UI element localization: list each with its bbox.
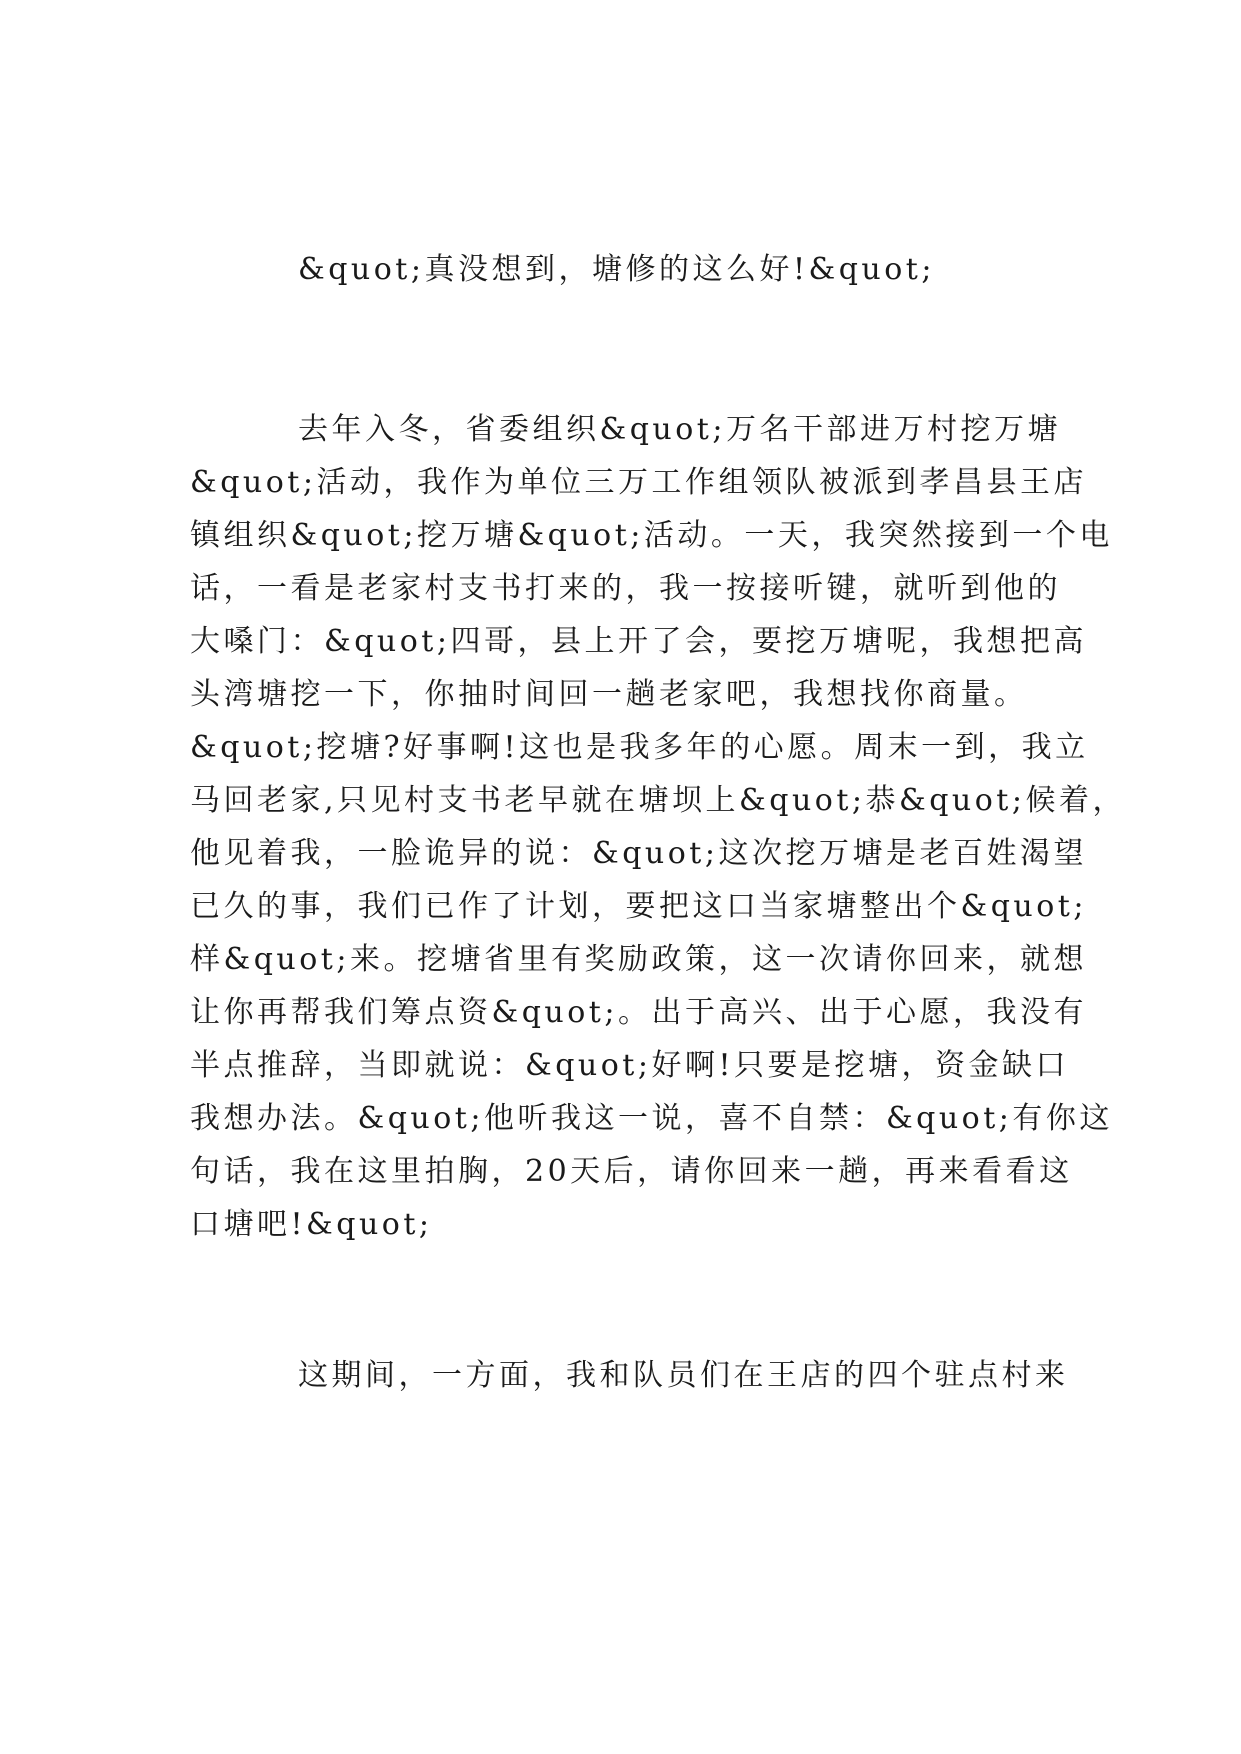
paragraph-line: 这期间，一方面，我和队员们在王店的四个驻点村来 xyxy=(298,1358,1069,1393)
paragraph-line: 大嗓门：&quot;四哥，县上开了会，要挖万塘呢，我想把高 xyxy=(190,624,1087,659)
paragraph-line: &quot;活动，我作为单位三万工作组领队被派到孝昌县王店 xyxy=(190,465,1087,500)
paragraph-line: 马回老家,只见村支书老早就在塘坝上&quot;恭&quot;候着， xyxy=(190,783,1126,818)
paragraph-line: 去年入冬，省委组织&quot;万名干部进万村挖万塘 xyxy=(298,412,1061,447)
paragraph-line: 口塘吧!&quot; xyxy=(190,1207,433,1242)
paragraph-line: 句话，我在这里拍胸，20天后，请你回来一趟，再来看看这 xyxy=(190,1154,1073,1189)
quote-line: &quot;真没想到，塘修的这么好!&quot; xyxy=(298,252,935,287)
paragraph-line: 我想办法。&quot;他听我这一说，喜不自禁：&quot;有你这 xyxy=(190,1101,1113,1136)
paragraph-line: 已久的事，我们已作了计划，要把这口当家塘整出个&quot; xyxy=(190,889,1087,924)
paragraph-line: 话，一看是老家村支书打来的，我一按接听键，就听到他的 xyxy=(190,571,1061,606)
paragraph-line: 头湾塘挖一下，你抽时间回一趟老家吧，我想找你商量。 xyxy=(190,677,1028,712)
paragraph-line: 半点推辞，当即就说：&quot;好啊!只要是挖塘，资金缺口 xyxy=(190,1048,1070,1083)
paragraph-line: 样&quot;来。挖塘省里有奖励政策，这一次请你回来，就想 xyxy=(190,942,1087,977)
paragraph-line: &quot;挖塘?好事啊!这也是我多年的心愿。周末一到，我立 xyxy=(190,730,1089,765)
paragraph-line: 他见着我，一脸诡异的说：&quot;这次挖万塘是老百姓渴望 xyxy=(190,836,1087,871)
paragraph-line: 镇组织&quot;挖万塘&quot;活动。一天，我突然接到一个电 xyxy=(190,518,1113,553)
paragraph-line: 让你再帮我们筹点资&quot;。出于高兴、出于心愿，我没有 xyxy=(190,995,1087,1030)
